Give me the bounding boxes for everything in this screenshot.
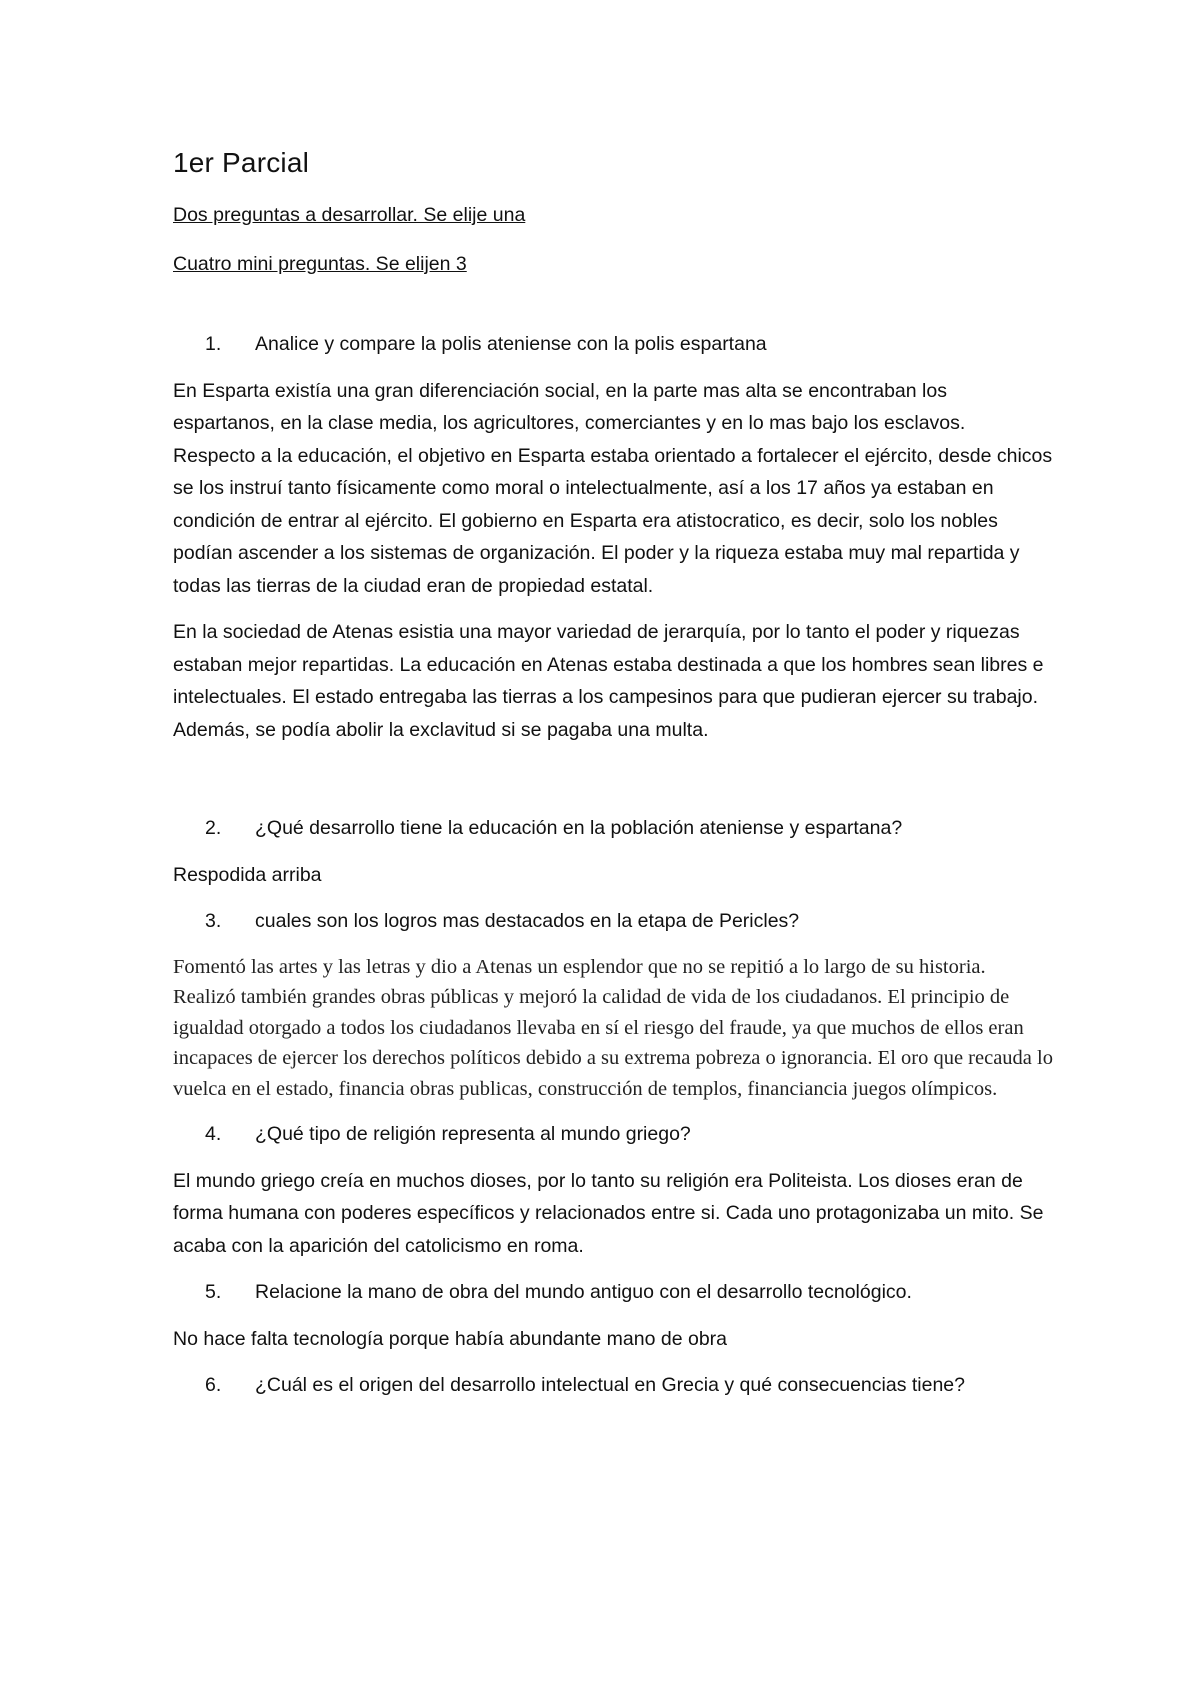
answer-1-paragraph-1: En Esparta existía una gran diferenciación social, en la parte mas alta se encontraban los espartanos, en la clase media, los agricultores, comerciantes y en lo mas bajo los esclavos. Respecto a la educación, el objetivo en Esparta estaba orientado a fortalecer el ejército, desde chicos se los instruí tanto físicamente como moral o intelectualmente, así a los 17 años ya estaban en condición de entrar al ejército. El gobierno en Esparta era atistocratico, es decir, solo los nobles podían ascender a los sistemas de organización. El poder y la riqueza estaba muy mal repartida y todas las tierras de la ciudad eran de propiedad estatal. [173,379,1053,597]
answer-5: No hace falta tecnología porque había abundante mano de obra [173,1327,728,1350]
question-number: 4. [205,1123,222,1145]
question-number: 2. [205,817,222,839]
question-text: Relacione la mano de obra del mundo antiguo con el desarrollo tecnológico. [255,1281,912,1303]
question-text: cuales son los logros mas destacados en la etapa de Pericles? [255,910,800,932]
question-2 [173,812,1053,845]
question-number: 1. [205,333,222,355]
question-number: 3. [205,910,222,932]
question-5 [173,1276,1053,1309]
question-text: ¿Cuál es el origen del desarrollo intelectual en Grecia y qué consecuencias tiene? [255,1374,965,1396]
question-text: ¿Qué tipo de religión representa al mundo griego? [255,1123,691,1145]
question-text: ¿Qué desarrollo tiene la educación en la población ateniense y espartana? [255,817,903,839]
question-number: 6. [205,1374,222,1396]
document-title: 1er Parcial [173,147,310,178]
answer-2: Respodida arriba [173,863,322,886]
question-number: 5. [205,1281,222,1303]
spacer [173,760,1053,812]
instruction-essay: Dos preguntas a desarrollar. Se elije una [173,204,526,226]
question-4 [173,1118,1053,1151]
answer-4: El mundo griego creía en muchos dioses, por lo tanto su religión era Politeista. Los dioses eran de forma humana con poderes específicos y relacionados entre si. Cada uno protagonizaba un mito. Se acaba con la aparición del catolicismo en roma. [173,1169,1044,1257]
spacer [173,296,1053,328]
answer-3: Fomentó las artes y las letras y dio a Atenas un esplendor que no se repitió a lo largo de su historia. Realizó también grandes obras públicas y mejoró la calidad de vida de los ciudadanos. El principio de igualdad otorgado a todos los ciudadanos llevaba en sí el riesgo del fraude, ya que muchos de ellos eran incapaces de ejercer los derechos políticos debido a su extrema pobreza o ignorancia. El oro que recauda lo vuelca en el estado, financia obras publicas, construcción de templos, financiancia juegos olímpicos. [173,955,1053,1100]
question-1 [173,328,1053,361]
instruction-mini: Cuatro mini preguntas. Se elijen 3 [173,252,467,275]
question-text: Analice y compare la polis ateniense con la polis espartana [255,333,767,355]
document-page [173,145,1053,1416]
question-6 [173,1369,1053,1402]
answer-1-paragraph-2: En la sociedad de Atenas esistia una mayor variedad de jerarquía, por lo tanto el poder y riquezas estaban mejor repartidas. La educación en Atenas estaba destinada a que los hombres sean libres e intelectuales. El estado entregaba las tierras a los campesinos para que pudieran ejercer su trabajo. Además, se podía abolir la exclavitud si se pagaba una multa. [173,621,1044,741]
question-3 [173,905,1053,938]
